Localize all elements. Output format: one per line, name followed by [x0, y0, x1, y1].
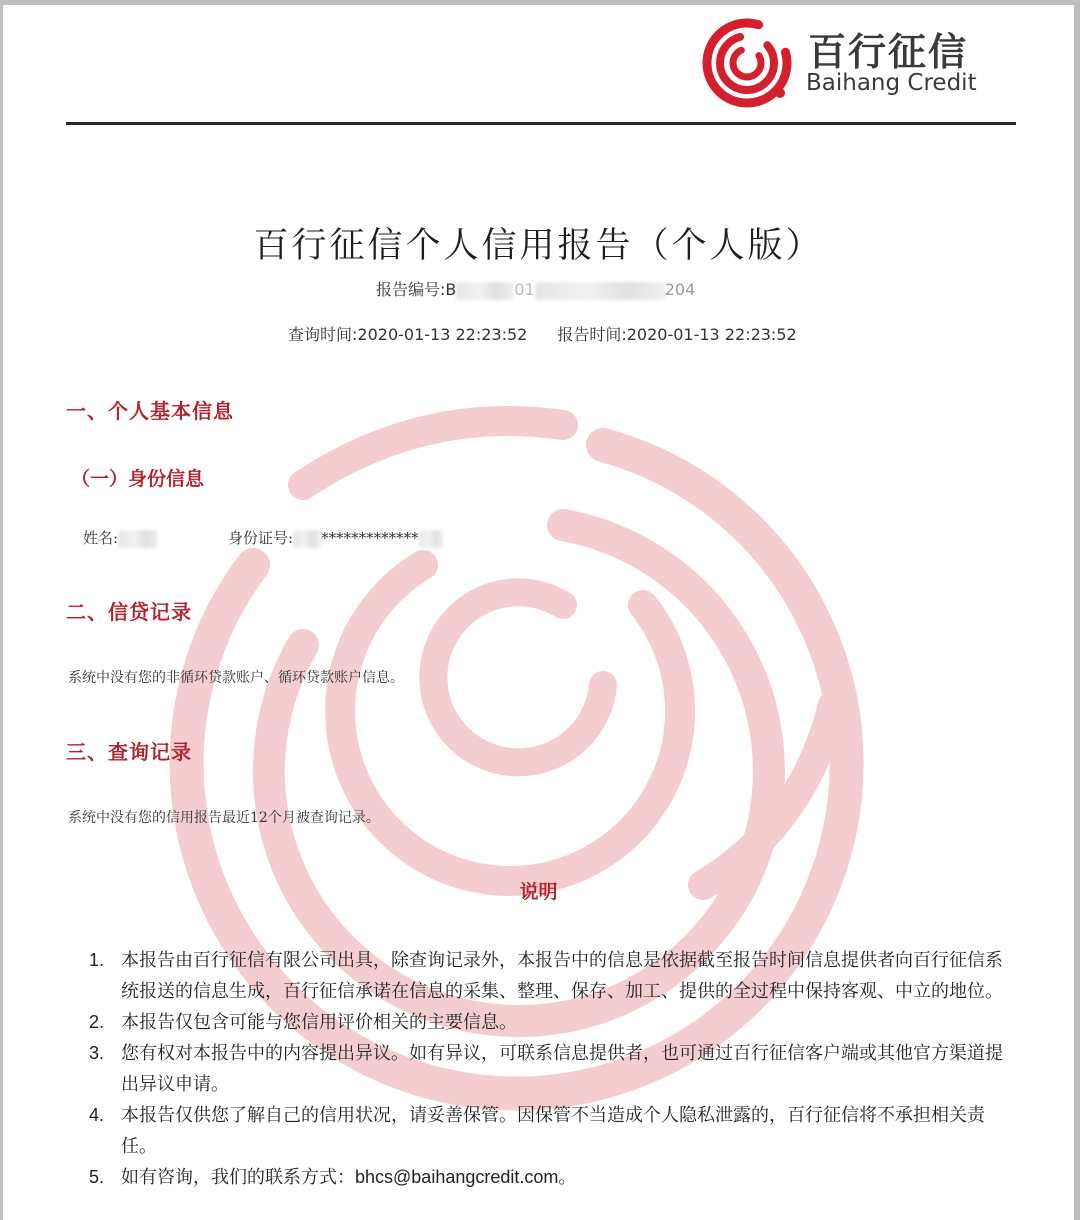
report-time-label: 报告时间:	[557, 325, 627, 344]
report-time: 2020-01-13 22:23:52	[626, 325, 797, 344]
report-page	[3, 5, 1074, 1220]
query-time-label: 查询时间:	[288, 325, 358, 344]
notes-title: 说明	[519, 881, 558, 903]
id-number	[228, 527, 443, 548]
id-masked: *************	[321, 529, 419, 547]
redacted-name	[118, 530, 158, 548]
baihang-logo	[700, 15, 985, 110]
note-item: 5. 如有咨询，我们的联系方式：bhcs@baihangcredit.com。	[89, 1167, 577, 1188]
report-number	[376, 277, 695, 300]
report-number-fragment: 01	[514, 280, 535, 299]
credit-records-text: 系统中没有您的非循环贷款账户、循环贷款账户信息。	[68, 670, 404, 686]
section-heading-query-records: 三、查询记录	[66, 740, 192, 764]
identity-info-row	[83, 527, 419, 548]
note-item: 4. 本报告仅供您了解自己的信用状况，请妥善保管。因保管不当造成个人隐私泄露的，百行征信将不承担相关责任。	[89, 1105, 985, 1157]
brand-name-cn: 百行征信	[808, 30, 969, 74]
redacted-block	[535, 282, 665, 300]
subsection-heading-identity: （一）身份信息	[71, 468, 205, 490]
notes-list	[89, 945, 1019, 1193]
name-label: 姓名:	[83, 529, 119, 547]
report-number-suffix: 204	[664, 280, 696, 299]
note-item: 1. 本报告由百行征信有限公司出具，除查询记录外，本报告中的信息是依据截至报告时间信息提供者向百行征信系统报送的信息生成，百行征信承诺在信息的采集、整理、保存、加工、提供的全过程中保持客观、中立的地位。	[89, 950, 1003, 1002]
redacted-block	[293, 530, 321, 548]
query-records-text: 系统中没有您的信用报告最近12个月被查询记录。	[68, 810, 380, 826]
report-number-prefix: B	[445, 280, 457, 299]
section-heading-basic-info: 一、个人基本信息	[66, 399, 234, 423]
brand-name-en: Baihang Credit	[806, 70, 977, 96]
redacted-block	[419, 530, 443, 548]
report-times	[288, 322, 797, 345]
query-time: 2020-01-13 22:23:52	[357, 325, 528, 344]
report-number-label: 报告编号:	[376, 280, 446, 299]
note-item: 3. 您有权对本报告中的内容提出异议。如有异议，可联系信息提供者，也可通过百行征信客户端或其他官方渠道提出异议申请。	[89, 1043, 1003, 1095]
note-item: 2. 本报告仅包含可能与您信用评价相关的主要信息。	[89, 1012, 517, 1033]
redacted-block	[456, 282, 514, 300]
header-divider	[66, 122, 1016, 125]
report-title: 百行征信个人信用报告（个人版）	[253, 226, 824, 266]
baihang-logo-icon	[700, 15, 795, 110]
section-heading-credit-records: 二、信贷记录	[66, 600, 192, 624]
id-label: 身份证号:	[228, 529, 294, 547]
contact-email-link[interactable]: bhcs@baihangcredit.com	[355, 1167, 559, 1187]
